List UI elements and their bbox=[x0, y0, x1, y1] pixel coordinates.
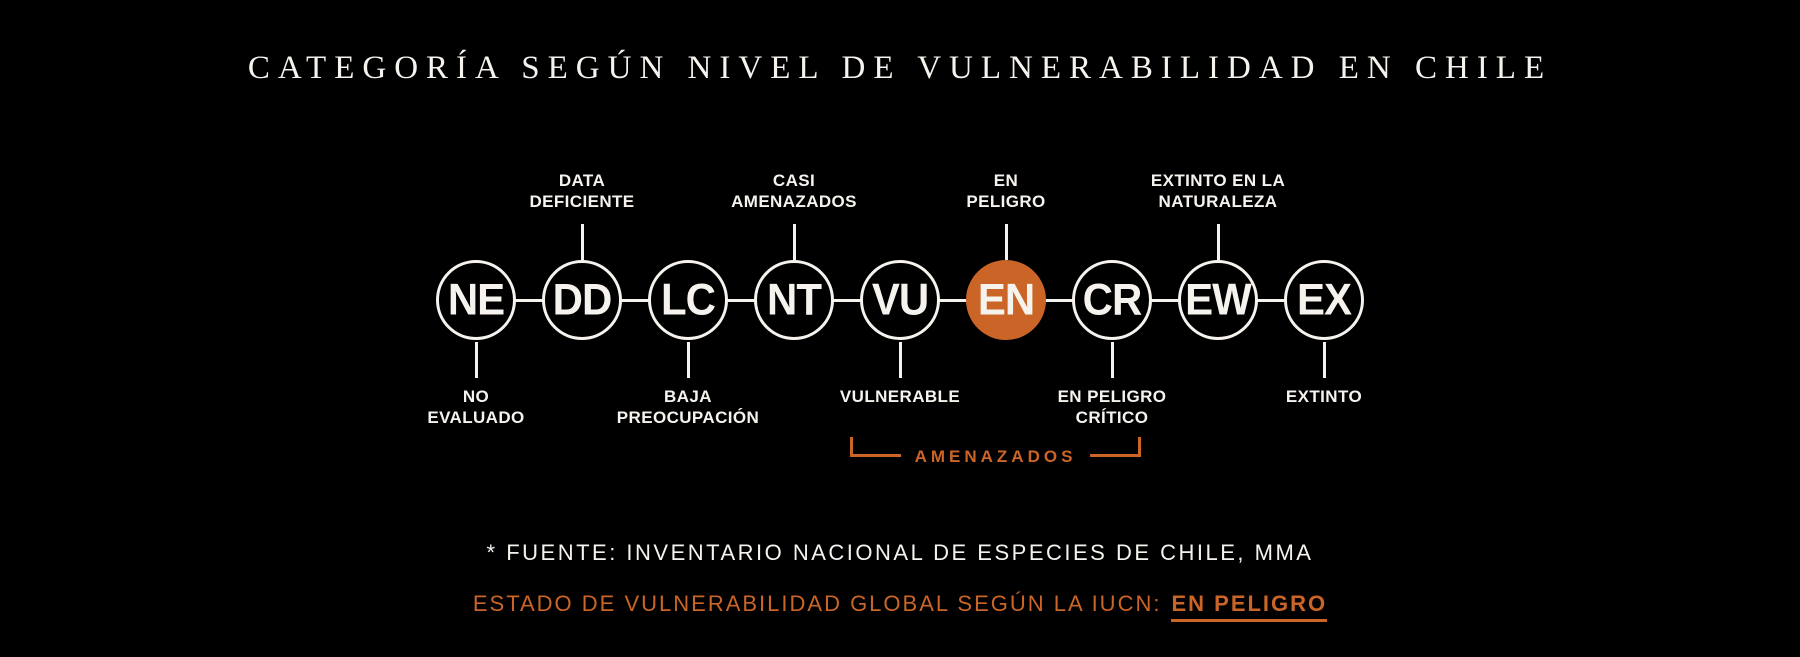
vulnerability-scale-diagram bbox=[423, 150, 1377, 490]
category-ex bbox=[1271, 150, 1377, 470]
amenazados-bracket-label: AMENAZADOS bbox=[901, 447, 1091, 467]
tick-line bbox=[687, 342, 690, 378]
category-code: CR bbox=[1082, 274, 1142, 325]
global-status-line bbox=[0, 591, 1800, 617]
category-top-label-line: PELIGRO bbox=[966, 192, 1046, 211]
tick-line bbox=[1217, 224, 1220, 260]
tick-line bbox=[1111, 342, 1114, 378]
global-status-value[interactable]: EN PELIGRO bbox=[1171, 591, 1327, 622]
category-bottom-label-line: VULNERABLE bbox=[839, 387, 961, 406]
category-bottom-label-line: NO bbox=[462, 387, 490, 406]
category-top-label-line: EXTINTO EN LA bbox=[1150, 171, 1286, 190]
category-bottom-label-line: PREOCUPACIÓN bbox=[616, 408, 760, 427]
tick-line bbox=[793, 224, 796, 260]
category-circle bbox=[648, 260, 728, 340]
category-bottom-label-line: CRÍTICO bbox=[1075, 408, 1149, 427]
category-code: LC bbox=[661, 274, 715, 325]
category-circle bbox=[754, 260, 834, 340]
category-top-label-line: NATURALEZA bbox=[1158, 192, 1278, 211]
category-code: DD bbox=[552, 274, 612, 325]
source-line: * FUENTE: INVENTARIO NACIONAL DE ESPECIES DE CHILE, MMA bbox=[486, 540, 1314, 565]
tick-line bbox=[1005, 224, 1008, 260]
tick-line bbox=[475, 342, 478, 378]
category-code: NT bbox=[767, 274, 821, 325]
category-circle bbox=[436, 260, 516, 340]
category-circle bbox=[1284, 260, 1364, 340]
category-bottom-label-line: EVALUADO bbox=[427, 408, 525, 427]
category-circle bbox=[1178, 260, 1258, 340]
tick-line bbox=[899, 342, 902, 378]
amenazados-bracket bbox=[850, 437, 1141, 466]
global-status-prefix: ESTADO DE VULNERABILIDAD GLOBAL SEGÚN LA IUCN: bbox=[472, 591, 1162, 616]
category-circle bbox=[1072, 260, 1152, 340]
category-code: NE bbox=[447, 274, 505, 325]
category-top-label-line: DATA bbox=[558, 171, 606, 190]
category-code: EN bbox=[977, 274, 1035, 325]
category-bottom-label bbox=[1237, 386, 1411, 407]
tick-line bbox=[581, 224, 584, 260]
category-bottom-label-line: EN PELIGRO bbox=[1057, 387, 1167, 406]
category-bottom-label-line: BAJA bbox=[664, 387, 712, 406]
category-code: EX bbox=[1296, 274, 1352, 325]
tick-line bbox=[1323, 342, 1326, 378]
category-circle bbox=[966, 260, 1046, 340]
category-code: EW bbox=[1185, 274, 1251, 325]
category-circle bbox=[860, 260, 940, 340]
category-top-label-line: DEFICIENTE bbox=[529, 192, 635, 211]
category-nt bbox=[731, 150, 857, 470]
page-title: CATEGORÍA SEGÚN NIVEL DE VULNERABILIDAD EN CHILE bbox=[247, 50, 1553, 86]
category-code: VU bbox=[871, 274, 929, 325]
category-top-label-line: AMENAZADOS bbox=[731, 192, 857, 211]
category-ew bbox=[1150, 150, 1286, 470]
category-top-label-line: CASI bbox=[772, 171, 816, 190]
category-circle bbox=[542, 260, 622, 340]
category-bottom-label-line: EXTINTO bbox=[1285, 387, 1363, 406]
category-top-label-line: EN bbox=[993, 171, 1019, 190]
